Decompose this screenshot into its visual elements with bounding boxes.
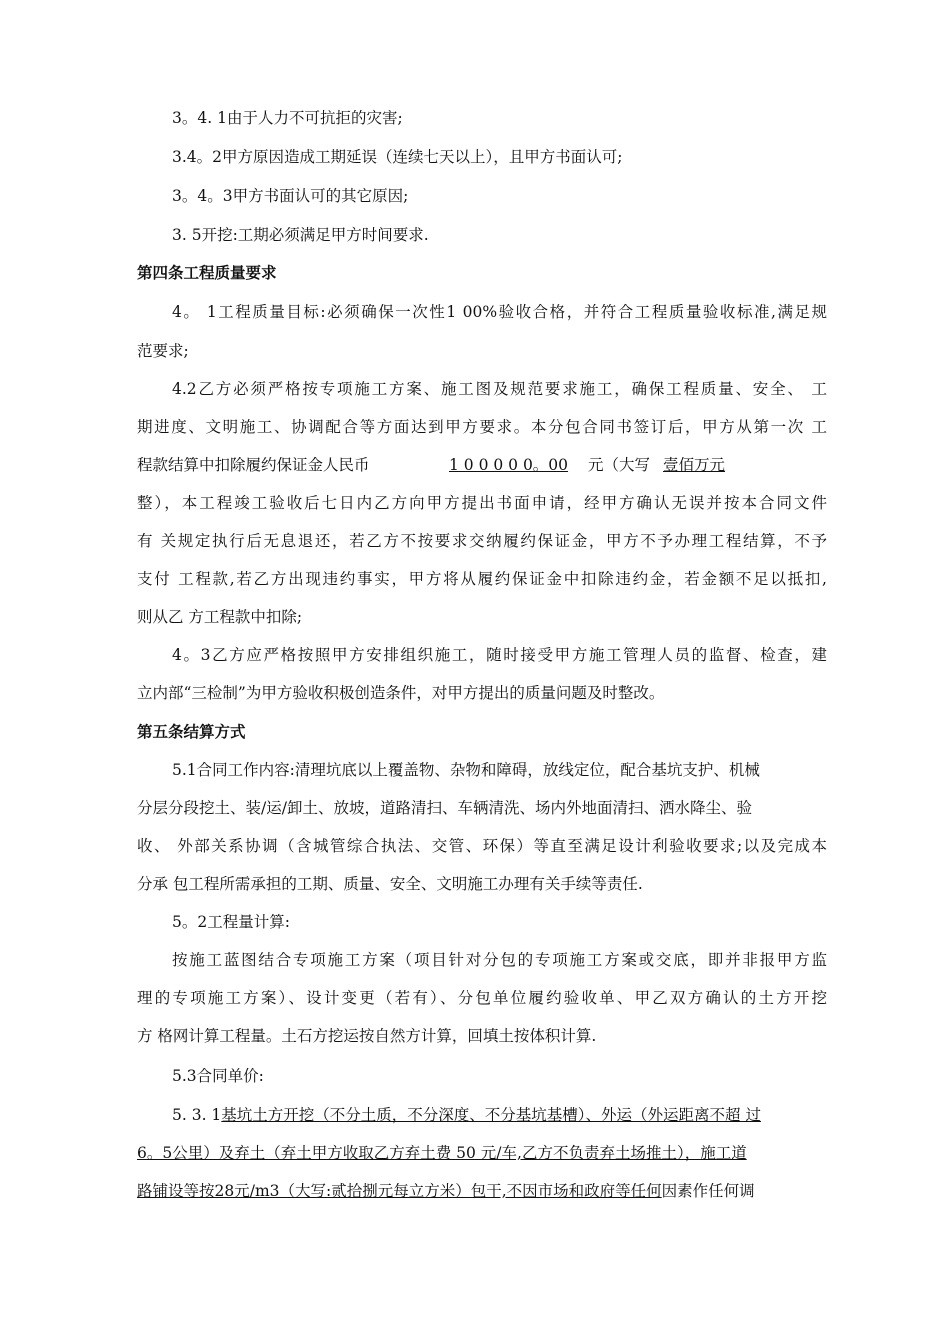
clause-5-3-1-line3 [137, 1181, 755, 1201]
clause-4-2-line4: 整），本工程竣工验收后七日内乙方向甲方提出书面申请，经甲方确认无误并按本合同文件 [137, 494, 827, 512]
deposit-amount: 1 0 0 0 0 0。00 [449, 456, 569, 474]
clause-5-1-line2: 分层分段挖土、装/运/卸土、放坡，道路清扫、车辆清洗、场内外地面清扫、洒水降尘、验 [137, 799, 752, 817]
deposit-amount-words: 壹佰万元 [663, 456, 726, 474]
clause-4-1: 4。 1工程质量目标:必须确保一次性1 00%验收合格，并符合工程质量验收标准,满足规 [172, 303, 827, 321]
clause-5-1-line3: 收、 外部关系协调（含城管综合执法、交管、环保）等直至满足设计利验收要求;以及完成本 [137, 837, 827, 855]
section-heading-4: 第四条工程质量要求 [137, 263, 277, 282]
clause-4-2: 4.2乙方必须严格按专项施工方案、施工图及规范要求施工，确保工程质量、安全、 工 [172, 380, 827, 398]
clause-5-2-line4: 方 格网计算工程量。土石方挖运按自然方计算，回填土按体积计算. [137, 1027, 597, 1045]
clause-4-1-cont: 范要求; [137, 342, 189, 360]
clause-5-3-1-number: 5. 3. 1 [172, 1106, 222, 1124]
clause-5-3-1 [172, 1105, 761, 1125]
clause-5-1-line4: 分承 包工程所需承担的工期、质量、安全、文明施工办理有关手续等责任. [137, 875, 643, 893]
clause-5-3: 5.3合同单价: [172, 1067, 264, 1085]
clause-5-3-1-line3-text: 路铺设等按28元/m3（大写:贰拾捌元每立方米）包干,不因市场和政府等任何 [137, 1182, 662, 1200]
clause-4-2-line5: 有 关规定执行后无息退还，若乙方不按要求交纳履约保证金，甲方不予办理工程结算，不予 [137, 532, 827, 550]
clause-5-1: 5.1合同工作内容:清理坑底以上覆盖物、杂物和障碍，放线定位，配合基坑支护、机械 [172, 761, 760, 779]
clause-5-3-1-line2-text: 6。5公里）及弃土（弃土甲方收取乙方弃土费 50 元/车,乙方不负责弃土场推土），施工道 [137, 1144, 747, 1162]
clause-4-3: 4。3乙方应严格按照甲方安排组织施工，随时接受甲方施工管理人员的监督、检查，建 [172, 646, 827, 664]
clause-3-5: 3. 5开挖:工期必须满足甲方时间要求. [172, 226, 429, 244]
clause-5-2-line3: 理的专项施工方案）、设计变更（若有）、分包单位履约验收单、甲乙双方确认的土方开挖 [137, 989, 827, 1007]
clause-4-2-line7: 则从乙 方工程款中扣除; [137, 608, 303, 626]
clause-5-2: 5。2工程量计算: [172, 913, 290, 931]
clause-4-2-line2: 期进度、文明施工、协调配合等方面达到甲方要求。本分包合同书签订后，甲方从第一次 工 [137, 418, 827, 436]
clause-4-2-line6: 支付 工程款,若乙方出现违约事实，甲方将从履约保证金中扣除违约金，若金额不足以抵扣, [137, 570, 827, 588]
deposit-unit: 元（大写 [588, 456, 651, 474]
clause-5-3-1-text: 基坑土方开挖（不分土质，不分深度、不分基坑基槽）、外运（外运距离不超 过 [221, 1106, 761, 1124]
clause-3-4-1: 3。4. 1由于人力不可抗拒的灾害; [172, 109, 403, 127]
deposit-label: 程款结算中扣除履约保证金人民币 [137, 456, 370, 474]
clause-5-3-1-line2 [137, 1143, 747, 1163]
section-heading-5: 第五条结算方式 [137, 722, 246, 741]
clause-5-2-line2: 按施工蓝图结合专项施工方案（项目针对分包的专项施工方案或交底，即并非报甲方监 [172, 951, 827, 969]
clause-4-2-line3 [137, 455, 726, 475]
clause-4-3-line2: 立内部“三检制”为甲方验收积极创造条件，对甲方提出的质量问题及时整改。 [137, 684, 665, 702]
clause-3-4-2: 3.4。2甲方原因造成工期延误（连续七天以上），且甲方书面认可; [172, 148, 623, 166]
clause-5-3-1-line3-tail: 因素作任何调 [661, 1182, 755, 1200]
clause-3-4-3: 3。4。3甲方书面认可的其它原因; [172, 187, 409, 205]
